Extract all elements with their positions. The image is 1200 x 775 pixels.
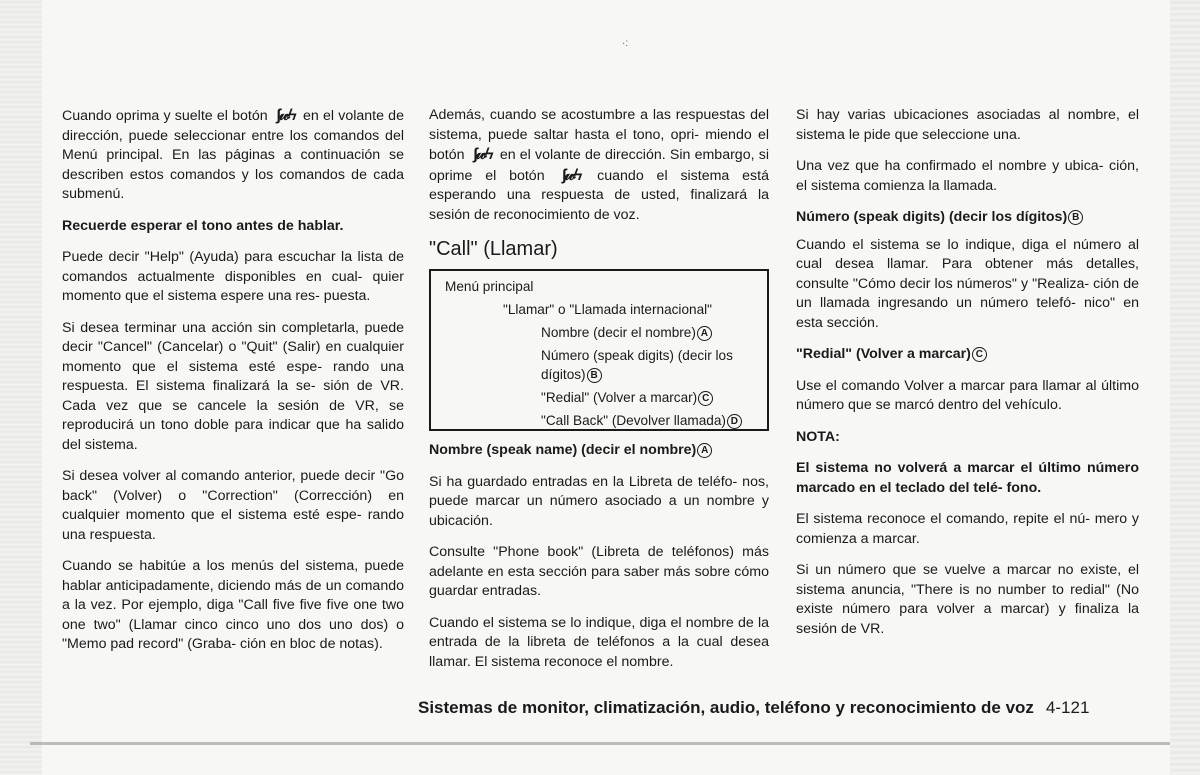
note-text: El sistema no volverá a marcar el último número marcado en el teclado del telé- fono. <box>796 460 1139 496</box>
scan-speck: ·: <box>622 38 629 49</box>
heading-speak-digits <box>796 208 1139 228</box>
skip-text-c: cuando el sistema está esperando una respuesta de usted, finalizará la sesión de reconocimiento de voz. <box>429 167 769 223</box>
column-3 <box>796 106 1139 651</box>
menu-item-label: "Call Back" (Devolver llamada) <box>541 413 726 428</box>
paragraph-redial-use: Use el comando Volver a marcar para llamar al último número que se marcó dentro del vehículo. <box>796 377 1139 413</box>
menu-item-label: "Redial" (Volver a marcar) <box>541 390 698 405</box>
paragraph-speak-ahead: Cuando se habitúe a los menús del sistema, puede hablar anticipadamente, diciendo más de un comando a la vez. Por ejemplo, diga "Call five five five one two one two" (Llamar cinco cinco uno dos uno dos) o "Memo pad record" (Graba- ción en bloc de notas). <box>62 558 404 652</box>
circled-marker: B <box>587 368 602 383</box>
circled-marker: A <box>697 326 712 341</box>
scan-edge-bottom <box>30 742 1170 745</box>
menu-item-label: Número (speak digits) (decir los dígitos) <box>541 348 733 382</box>
section-title-call: "Call" (Llamar) <box>429 238 558 260</box>
intro-text-a: Cuando oprima y suelte el botón <box>62 108 268 124</box>
menu-item <box>445 388 759 407</box>
paragraph-intro <box>62 106 404 205</box>
paragraph-redial-confirm: El sistema reconoce el comando, repite el nú- mero y comienza a marcar. <box>796 511 1139 547</box>
paragraph-see-phonebook: Consulte "Phone book" (Libreta de teléfonos) más adelante en esta sección para saber más sobre cómo guardar entradas. <box>429 544 769 599</box>
heading-redial-text: "Redial" (Volver a marcar) <box>796 346 971 362</box>
intro-text-b: en el volante de dirección, puede seleccionar entre los comandos del Menú principal. En las páginas a continuación se describen estos comandos y los comandos de cada submenú. <box>62 108 404 202</box>
paragraph-say-name: Cuando el sistema se lo indique, diga el nombre de la entrada de la libreta de teléfonos a la cual desea llamar. El sistema reconoce el nombre. <box>429 614 769 670</box>
heading-speak-name <box>429 441 769 461</box>
menu-tree-box <box>429 269 769 431</box>
circled-marker: C <box>698 391 713 406</box>
note-title: NOTA: <box>796 428 840 445</box>
circled-marker: D <box>727 414 742 429</box>
menu-item <box>445 323 759 342</box>
paragraph-say-number: Cuando el sistema se lo indique, diga el número al cual desea llamar. Para obtener más detalles, consulte "Cómo decir los números" y "Realiza- ción de un llamada ingresando un número telefó- nico" en esta sección. <box>796 236 1139 331</box>
paragraph-multiple-locations: Si hay varias ubicaciones asociadas al nombre, el sistema le pide que seleccione una. <box>796 107 1139 143</box>
circled-marker: C <box>972 347 987 362</box>
paragraph-skip-tone <box>429 106 769 225</box>
paragraph-cancel: Si desea terminar una acción sin completarla, puede decir "Cancel" (Cancelar) o "Quit" (Salir) en cualquier momento que el sistema esté espe- rando una respuesta. El sistema finalizará la se- sión de VR. Cada vez que se cancele la sesión de VR, se reproducirá un tono doble para indicar que ha salido del sistema. <box>62 319 404 453</box>
page-footer <box>418 698 1138 718</box>
heading-speak-name-text: Nombre (speak name) (decir el nombre) <box>429 442 697 458</box>
menu-item-label: Nombre (decir el nombre) <box>541 325 696 340</box>
circled-marker: B <box>1068 210 1083 225</box>
skip-text-b: en el volante de dirección. Sin embargo, si oprime el botón <box>429 147 769 184</box>
heading-speak-digits-text: Número (speak digits) (decir los dígitos) <box>796 209 1068 225</box>
heading-redial <box>796 345 1139 365</box>
paragraph-go-back: Si desea volver al comando anterior, puede decir "Go back" (Volver) o "Correction" (Corrección) en cualquier momento que el sistema esté espe- rando una respuesta. <box>62 468 404 543</box>
talk-button-icon: ʃ𝓌ϟ <box>472 146 492 163</box>
scan-edge-left <box>0 0 42 775</box>
paragraph-help: Puede decir "Help" (Ayuda) para escuchar la lista de comandos actualmente disponibles en cual- quier momento que el sistema espere una res- puesta. <box>62 249 404 304</box>
paragraph-confirm-call: Una vez que ha confirmado el nombre y ubica- ción, el sistema comienza la llamada. <box>796 158 1139 194</box>
footer-section-title: Sistemas de monitor, climatización, audio, teléfono y reconocimiento de voz <box>418 698 1034 717</box>
scan-edge-right <box>1170 0 1200 775</box>
circled-marker: A <box>697 443 712 458</box>
menu-root: Menú principal <box>445 279 534 294</box>
column-1 <box>62 106 404 667</box>
page-number: 4-121 <box>1045 698 1090 717</box>
skip-text-a: Además, cuando se acostumbre a las respuestas del sistema, puede saltar hasta el tono, opri- miendo el botón <box>429 107 769 163</box>
menu-level1: "Llamar" o "Llamada internacional" <box>503 302 712 317</box>
menu-item <box>445 346 759 384</box>
talk-button-icon: ʃ𝓌ϟ <box>275 107 295 124</box>
talk-button-icon: ʃ𝓌ϟ <box>561 166 581 184</box>
column-2 <box>429 106 769 684</box>
menu-item <box>445 411 759 430</box>
paragraph-no-number: Si un número que se vuelve a marcar no existe, el sistema anuncia, "There is no number to redial" (No existe número para volver a marcar) y finaliza la sesión de VR. <box>796 562 1139 637</box>
heading-wait-tone: Recuerde esperar el tono antes de hablar. <box>62 217 344 234</box>
paragraph-phonebook-entries: Si ha guardado entradas en la Libreta de teléfo- nos, puede marcar un número asociado a un nombre y ubicación. <box>429 473 769 529</box>
